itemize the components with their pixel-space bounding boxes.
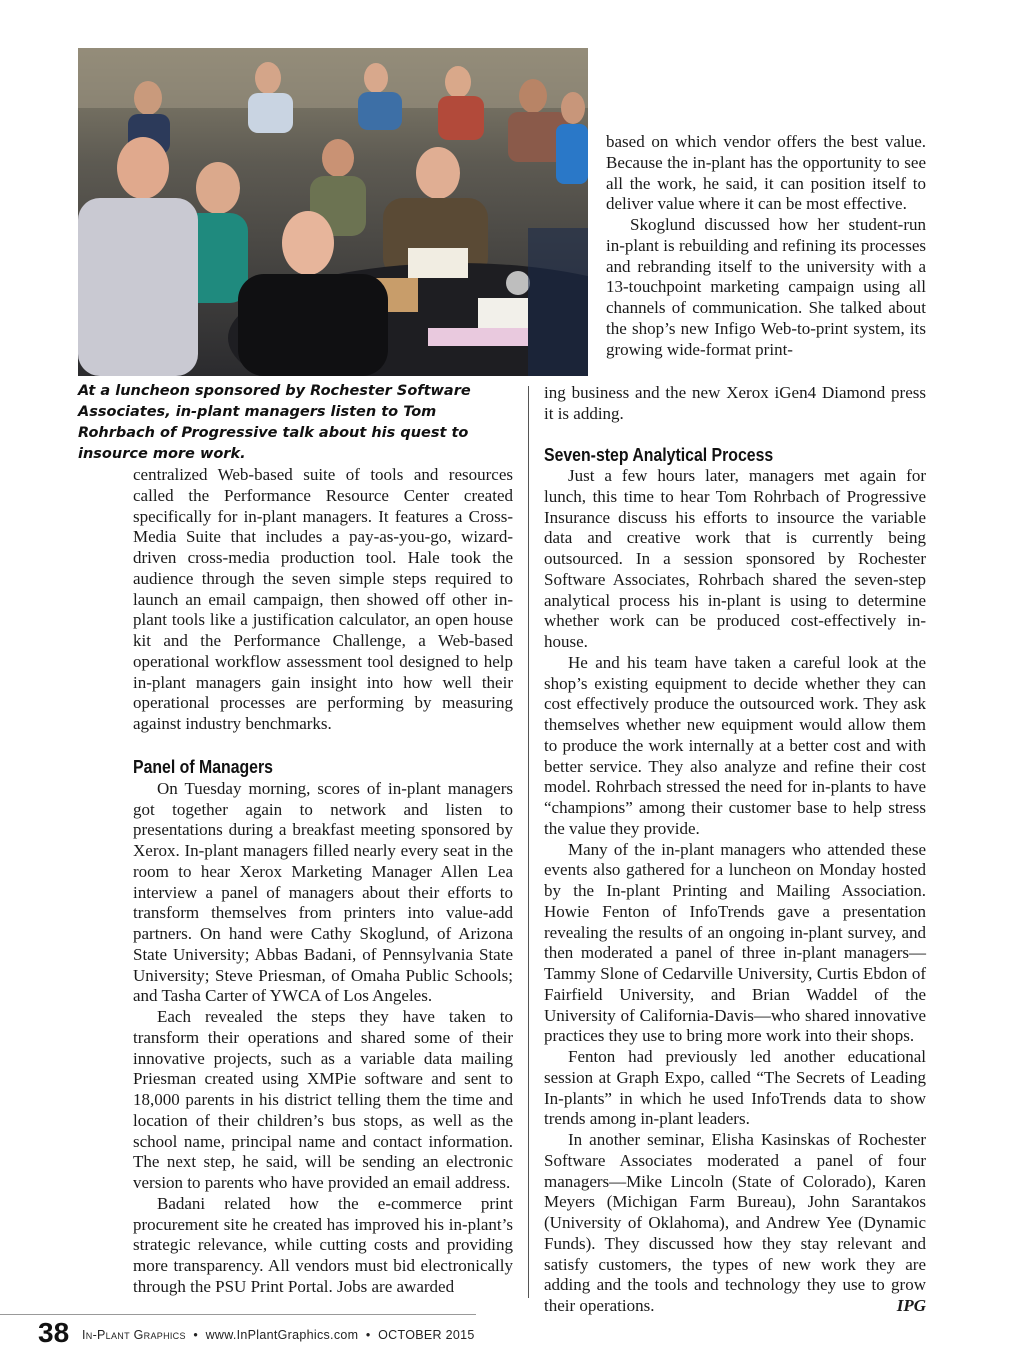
paragraph: On Tuesday morning, scores of in-plant managers got together again to network and listen to presentations during a breakfast meeting sponsored by Xerox. In-plant managers filled nearly every seat in the room to hear Xerox Marketing Manager Allen Lea interview a panel of managers about their efforts to transform themselves from printers into value-add partners. On hand were Cathy Skoglund, of Arizona State University; Abbas Badani, of Pennsylvania State University; Steve Priesman, of Omaha Public Schools; and Tasha Carter of YWCA of Los Angeles. (133, 778, 513, 1006)
right-column-continuation (544, 383, 926, 425)
paragraph: ing business and the new Xerox iGen4 Diamond press it is adding. (544, 383, 926, 423)
paragraph: Skoglund discussed how her student-run in-plant is rebuilding and refining its processes and rebranding itself to the university with a 13-touchpoint marketing campaign using all channels of communication. She talked about the shop’s new Infigo Web-to-print system, its growing wide-format print- (606, 215, 926, 359)
section-heading-seven-step: Seven-step Analytical Process (544, 445, 774, 465)
column-divider (528, 386, 529, 1298)
section-heading-panel-of-managers: Panel of Managers (133, 756, 273, 777)
paragraph: Fenton had previously led another educational session at Graph Expo, called “The Secrets of Leading In-plants” in which he used InfoTrends data to show trends among in-plant leaders. (544, 1047, 926, 1129)
photo-illustration (78, 48, 588, 376)
footer-line (82, 1327, 475, 1343)
paragraph: Many of the in-plant managers who attended these events also gathered for a luncheon on Monday hosted by the In-plant Printing and Mailing Association. Howie Fenton of InfoTrends gave a presentation revealing the results of an ongoing in-plant survey, and then moderated a panel of three in-plant managers—Tammy Slone of Cedarville University, Curtis Ebdon of Fairfield University, and Brian Waddel of the University of California-Davis—who shared innovative practices they use to bring more work into their shops. (544, 839, 926, 1046)
left-column (133, 465, 513, 1298)
paragraph: He and his team have taken a careful look at the shop’s existing equipment to decide whether they can cost effectively produce the outsourced work. They ask themselves whether new equipment would allow them to produce the work internally at a better cost and with better service. They also analyze and refine their cost model. Rohrbach stressed the need for in-plants to have “champions” among their customer base to help stress the value they provide. (544, 652, 926, 838)
luncheon-photo (78, 48, 588, 376)
paragraph: Just a few hours later, managers met again for lunch, this time to hear Tom Rohrbach of Progressive Insurance discuss his efforts to insource the variable data and creative work that is currently being outsourced. In a session sponsored by Rochester Software Associates, Rohrbach shared the seven-step analytical process his in-plant is using to determine whether work can be produced cost-effectively in-house. (544, 466, 926, 651)
publication-name: In-Plant Graphics (82, 1328, 186, 1342)
issue-date: OCTOBER 2015 (378, 1328, 475, 1342)
right-column-main (544, 466, 926, 1317)
paragraph: Each revealed the steps they have taken to transform their operations and shared some of their innovative projects, such as a variable data mailing Priesman created using XMPie software and sent to 18,000 parents in his district telling them the time and location of their children’s bus stops, as well as the school name, principal name and contact information. The next step, he said, will be sending an electronic version to parents who have provided an email address. (133, 1007, 513, 1192)
paragraph: Badani related how the e-commerce print procurement site he created has improved his in-plant’s strategic relevance, while cutting costs and providing more transparency. All vendors must bid electronically through the PSU Print Portal. Jobs are awarded (133, 1193, 513, 1296)
footer-bullet: • (193, 1328, 199, 1342)
photo-caption: At a luncheon sponsored by Rochester Software Associates, in-plant managers listen to Tom Rohrbach of Progressive talk about his quest to insource more work. (78, 383, 471, 462)
page-number: 38 (38, 1317, 70, 1348)
paragraph: centralized Web-based suite of tools and resources called the Performance Resource Center created specifically for in-plant managers. It features a Cross-Media Suite that includes a pay-as-you-go, wizard-driven cross-media production tool. Hale took the audience through the seven simple steps required to launch an email campaign, then showed off other in-plant tools like a justification calculator, an open house kit and the Performance Challenge, a Web-based operational workflow assessment tool designed to help in-plant managers gain insight into how well their operational processes are performing by measuring against industry benchmarks. (133, 465, 513, 733)
footer-rule (0, 1314, 476, 1315)
footer-bullet: • (365, 1328, 371, 1342)
right-column-top (606, 132, 926, 360)
paragraph (544, 1130, 926, 1317)
paragraph-text: In another seminar, Elisha Kasinskas of Rochester Software Associates moderated a panel of four managers—Mike Lincoln (State of Colorado), Karen Meyers (Michigan Farm Bureau), John Sarantakos (University of Oklahoma), and Andrew Yee (Dynamic Funds). They discussed how they stay relevant and satisfy customers, the types of new work they are adding and the tools and technology they use to grow their operations. (544, 1130, 926, 1315)
paragraph: based on which vendor offers the best value. Because the in-plant has the opportunity to see all the work, he said, it can position itself to deliver value where it can be most effective. (606, 132, 926, 214)
website: www.InPlantGraphics.com (205, 1328, 359, 1342)
signoff: IPG (896, 1296, 926, 1315)
